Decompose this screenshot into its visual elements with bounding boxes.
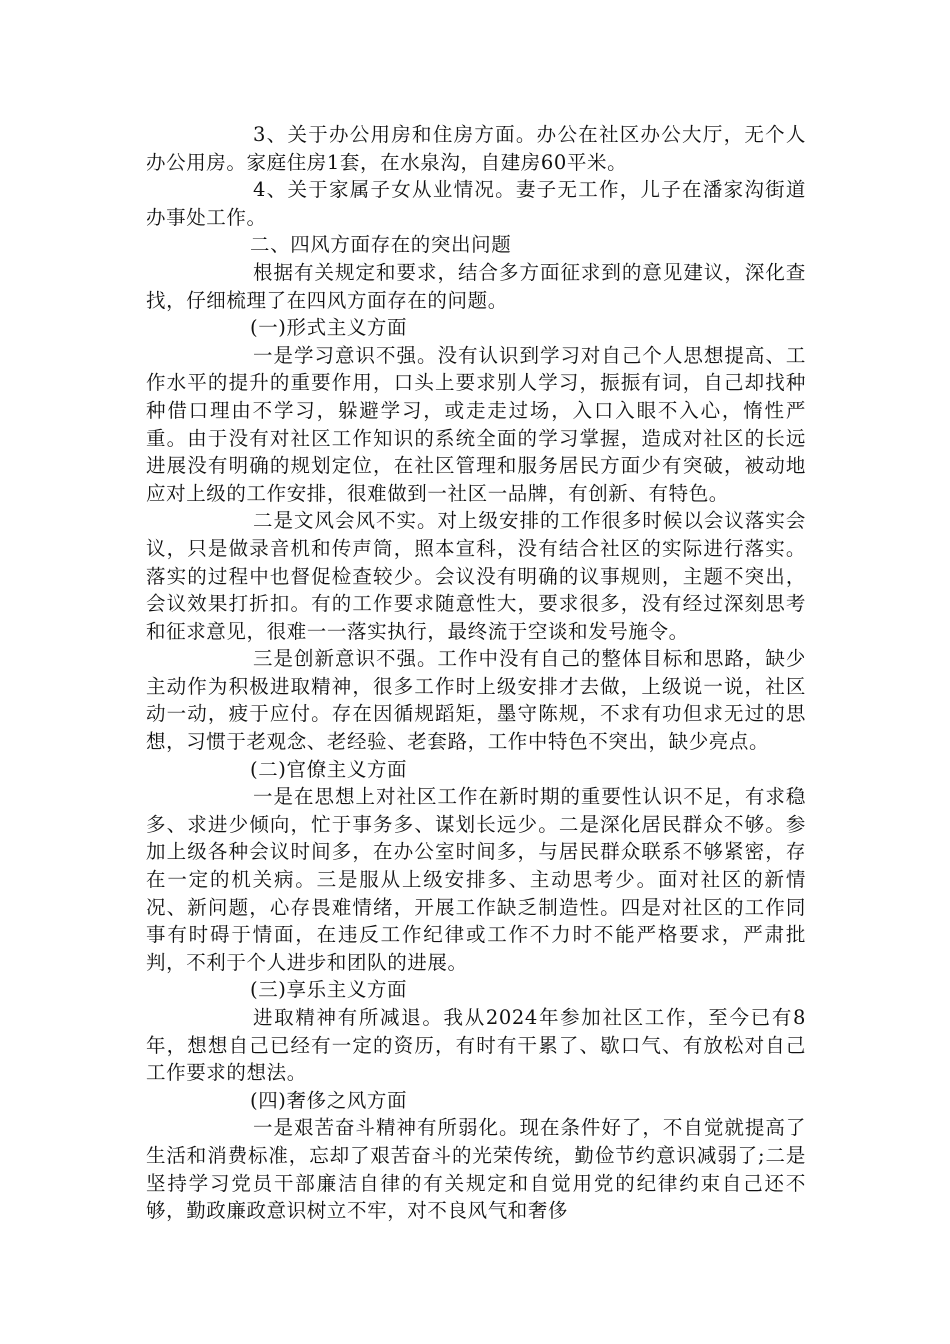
paragraph-family-employment: 4、关于家属子女从业情况。妻子无工作，儿子在潘家沟街道办事处工作。	[146, 178, 806, 229]
paragraph-hedonism: 进取精神有所减退。我从2024年参加社区工作，至今已有8年，想想自己已经有一定的资历，有时有干累了、歇口气、有放松对自己工作要求的想法。	[146, 1006, 806, 1085]
paragraph-formalism-3: 三是创新意识不强。工作中没有自己的整体目标和思路，缺少主动作为积极进取精神，很多工作时上级安排才去做，上级说一说，社区动一动，疲于应付。存在因循规蹈矩，墨守陈规，不求有功但求无过的思想，习惯于老观念、老经验、老套路，工作中特色不突出，缺少亮点。	[146, 647, 806, 754]
paragraph-intro: 根据有关规定和要求，结合多方面征求到的意见建议，深化查找，仔细梳理了在四风方面存在的问题。	[146, 260, 806, 312]
paragraph-bureaucratism: 一是在思想上对社区工作在新时期的重要性认识不足，有求稳多、求进少倾向，忙于事务多、谋划长远少。二是深化居民群众不够。参加上级各种会议时间多，在办公室时间多，与居民群众联系不够紧密，存在一定的机关病。三是服从上级安排多、主动思考少。面对社区的新情况、新问题，心存畏难情绪，开展工作缺乏制造性。四是对社区的工作同事有时碍于情面，在违反工作纪律或工作不力时不能严格要求，严肃批判，不利于个人进步和团队的进展。	[146, 785, 806, 974]
paragraph-formalism-2: 二是文风会风不实。对上级安排的工作很多时候以会议落实会议，只是做录音机和传声筒，照本宣科，没有结合社区的实际进行落实。落实的过程中也督促检查较少。会议没有明确的议事规则，主题不突出，会议效果打折扣。有的工作要求随意性大，要求很多，没有经过深刻思考和征求意见，很难一一落实执行，最终流于空谈和发号施令。	[146, 509, 806, 643]
subheading-hedonism: (三)享乐主义方面	[250, 978, 408, 1002]
subheading-formalism: (一)形式主义方面	[250, 316, 408, 340]
document-body	[146, 121, 806, 1225]
paragraph-formalism-1: 一是学习意识不强。没有认识到学习对自己个人思想提高、工作水平的提升的重要作用，口头上要求别人学习，振振有词，自己却找种种借口理由不学习，躲避学习，或走走过场，入口入眼不入心，惰性严重。由于没有对社区工作知识的系统全面的学习掌握，造成对社区的长远进展没有明确的规划定位，在社区管理和服务居民方面少有突破，被动地应对上级的工作安排，很难做到一社区一品牌，有创新、有特色。	[146, 343, 806, 505]
subheading-extravagance: (四)奢侈之风方面	[250, 1088, 408, 1112]
paragraph-office-housing: 3、关于办公用房和住房方面。办公在社区办公大厅，无个人办公用房。家庭住房1套，在水泉沟，自建房60平米。	[146, 123, 806, 174]
section-heading-four-winds: 二、四风方面存在的突出问题	[250, 233, 512, 257]
subheading-bureaucratism: (二)官僚主义方面	[250, 757, 408, 781]
paragraph-extravagance: 一是艰苦奋斗精神有所弱化。现在条件好了，不自觉就提高了生活和消费标准，忘却了艰苦奋斗的光荣传统，勤俭节约意识减弱了;二是坚持学习党员干部廉洁自律的有关规定和自觉用党的纪律约束自己还不够，勤政廉政意识树立不牢，对不良风气和奢侈	[146, 1116, 806, 1223]
